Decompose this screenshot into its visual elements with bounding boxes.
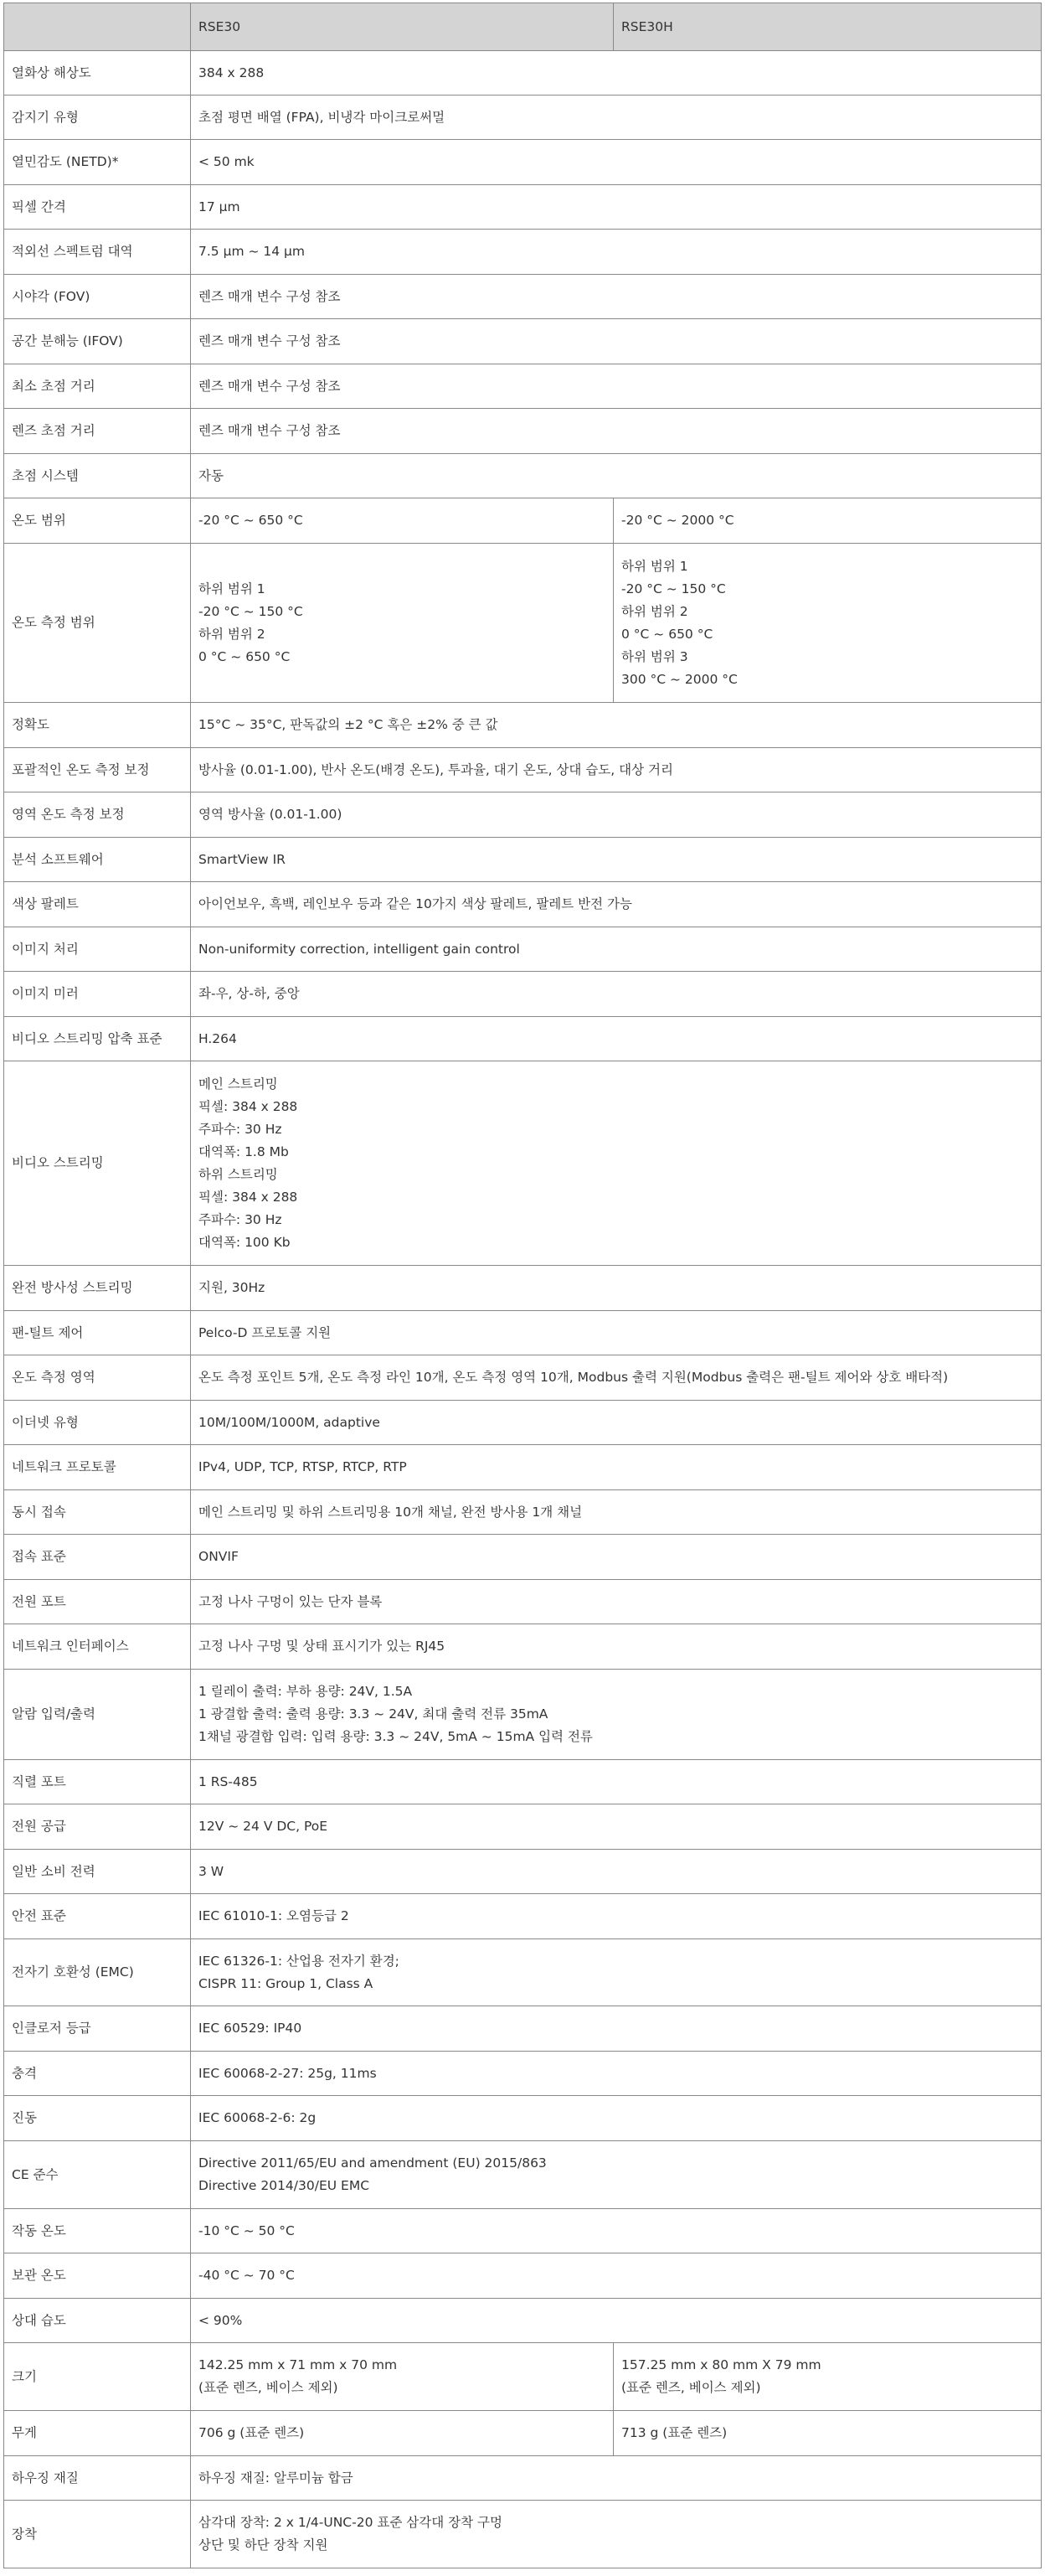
spec-value-line: 0 °C ~ 650 °C — [621, 626, 713, 642]
spec-label: 초점 시스템 — [4, 454, 191, 498]
spec-label: 비디오 스트리밍 압축 표준 — [4, 1017, 191, 1061]
table-row — [4, 1490, 1042, 1535]
spec-value — [191, 2141, 1042, 2209]
spec-value-line: 대역폭: 100 Kb — [198, 1234, 291, 1250]
table-row — [4, 454, 1042, 498]
spec-value — [191, 1580, 1042, 1624]
spec-value — [191, 2456, 1042, 2501]
spec-value-line: -40 °C ~ 70 °C — [198, 2268, 295, 2283]
spec-label: 하우징 재질 — [4, 2456, 191, 2501]
spec-value-line: < 90% — [198, 2312, 243, 2328]
spec-label: 진동 — [4, 2096, 191, 2141]
spec-value — [191, 838, 1042, 882]
spec-value — [191, 1017, 1042, 1061]
spec-value — [191, 1804, 1042, 1850]
spec-label: 전원 포트 — [4, 1580, 191, 1624]
spec-value-line: -20 °C ~ 2000 °C — [621, 513, 734, 528]
spec-value-line: 고정 나사 구멍이 있는 단자 블록 — [198, 1593, 383, 1609]
spec-value-line: 픽셀: 384 x 288 — [198, 1098, 298, 1114]
spec-value — [191, 185, 1042, 230]
spec-value-line: SmartView IR — [198, 851, 286, 867]
spec-value-line: Directive 2014/30/EU EMC — [198, 2178, 370, 2193]
spec-value-line: IEC 61326-1: 산업용 전자기 환경; — [198, 1953, 399, 1969]
spec-value-line: 1채널 광결합 입력: 입력 용량: 3.3 ~ 24V, 5mA ~ 15mA 입력 전류 — [198, 1729, 593, 1744]
spec-label: 시야각 (FOV) — [4, 275, 191, 319]
spec-table — [3, 3, 1042, 2568]
spec-value — [191, 972, 1042, 1017]
spec-value-line: 17 μm — [198, 199, 240, 214]
spec-value-line: 12V ~ 24 V DC, PoE — [198, 1819, 328, 1834]
table-row — [4, 2456, 1042, 2501]
spec-value-line: CISPR 11: Group 1, Class A — [198, 1975, 373, 1991]
spec-label: 최소 초점 거리 — [4, 364, 191, 409]
table-row — [4, 1401, 1042, 1445]
table-row — [4, 1850, 1042, 1894]
spec-label: 적외선 스펙트럼 대역 — [4, 230, 191, 275]
spec-table-body — [4, 51, 1042, 2568]
spec-value — [191, 1670, 1042, 1760]
spec-value — [191, 1535, 1042, 1580]
spec-value-line: 자동 — [198, 467, 224, 483]
table-row — [4, 230, 1042, 275]
table-row — [4, 2343, 1042, 2411]
table-row — [4, 1939, 1042, 2006]
spec-value-rse30h — [614, 2411, 1042, 2456]
spec-label: 열민감도 (NETD)* — [4, 140, 191, 185]
spec-value-line: 아이언보우, 흑백, 레인보우 등과 같은 10가지 색상 팔레트, 팔레트 반전 가능 — [198, 896, 632, 911]
spec-label: 충격 — [4, 2052, 191, 2096]
table-row — [4, 1535, 1042, 1580]
table-row — [4, 1061, 1042, 1266]
spec-value — [191, 1760, 1042, 1804]
spec-value-rse30h — [614, 2343, 1042, 2411]
spec-value — [191, 230, 1042, 275]
spec-value — [191, 51, 1042, 96]
spec-value-line: 10M/100M/1000M, adaptive — [198, 1414, 380, 1430]
spec-label: 완전 방사성 스트리밍 — [4, 1266, 191, 1311]
spec-value-line: 좌-우, 상-하, 중앙 — [198, 986, 300, 1001]
table-row — [4, 2096, 1042, 2141]
table-row — [4, 1445, 1042, 1490]
header-blank-cell — [4, 3, 191, 51]
table-row — [4, 1580, 1042, 1624]
spec-value-line: 영역 방사율 (0.01-1.00) — [198, 807, 342, 822]
spec-value — [191, 2501, 1042, 2568]
spec-value-line: -20 °C ~ 650 °C — [198, 513, 303, 528]
header-row — [4, 3, 1042, 51]
table-row — [4, 364, 1042, 409]
header-model-rse30h: RSE30H — [614, 3, 1042, 51]
spec-label: 네트워크 프로토콜 — [4, 1445, 191, 1490]
table-row — [4, 185, 1042, 230]
table-row — [4, 275, 1042, 319]
spec-value-line: 하위 스트리밍 — [198, 1166, 278, 1182]
spec-label: 동시 접속 — [4, 1490, 191, 1535]
spec-value-line: 157.25 mm x 80 mm X 79 mm — [621, 2357, 821, 2372]
spec-label: 온도 범위 — [4, 498, 191, 544]
spec-label: 크기 — [4, 2343, 191, 2411]
spec-label: 보관 온도 — [4, 2253, 191, 2299]
spec-value — [191, 364, 1042, 409]
spec-value-line: 메인 스트리밍 및 하위 스트리밍용 10개 채널, 완전 방사용 1개 채널 — [198, 1504, 583, 1520]
spec-value-line: IPv4, UDP, TCP, RTSP, RTCP, RTP — [198, 1459, 407, 1474]
spec-value-line: 하위 범위 1 — [198, 581, 265, 596]
spec-value-line: IEC 60068-2-27: 25g, 11ms — [198, 2065, 377, 2081]
spec-value-line: 대역폭: 1.8 Mb — [198, 1143, 289, 1159]
table-row — [4, 2052, 1042, 2096]
spec-value — [191, 275, 1042, 319]
table-row — [4, 1624, 1042, 1670]
spec-label: 열화상 해상도 — [4, 51, 191, 96]
spec-value — [191, 2253, 1042, 2299]
spec-value-rse30 — [191, 2411, 614, 2456]
spec-value — [191, 1624, 1042, 1670]
spec-value-line: -10 °C ~ 50 °C — [198, 2222, 295, 2238]
table-row — [4, 1760, 1042, 1804]
spec-label: 알람 입력/출력 — [4, 1670, 191, 1760]
spec-value — [191, 927, 1042, 972]
spec-value — [191, 2209, 1042, 2253]
spec-value-line: 방사율 (0.01-1.00), 반사 온도(배경 온도), 투과율, 대기 온도, 상대 습도, 대상 거리 — [198, 761, 673, 777]
spec-value — [191, 319, 1042, 364]
spec-value-line: 렌즈 매개 변수 구성 참조 — [198, 378, 341, 394]
spec-value-line: IEC 61010-1: 오염등급 2 — [198, 1908, 349, 1923]
spec-value-line: 0 °C ~ 650 °C — [198, 648, 291, 664]
table-row — [4, 2501, 1042, 2568]
spec-value-line: IEC 60529: IP40 — [198, 2021, 302, 2036]
spec-value-line: H.264 — [198, 1030, 237, 1046]
spec-value-line: Directive 2011/65/EU and amendment (EU) 2015/863 — [198, 2155, 547, 2171]
spec-label: 픽셀 간격 — [4, 185, 191, 230]
spec-value-line: 렌즈 매개 변수 구성 참조 — [198, 423, 341, 438]
table-row — [4, 2411, 1042, 2456]
spec-value — [191, 1939, 1042, 2006]
spec-value-line: 1 광결합 출력: 출력 용량: 3.3 ~ 24V, 최대 출력 전류 35mA — [198, 1706, 548, 1722]
spec-value-line: (표준 렌즈, 베이스 제외) — [621, 2380, 761, 2395]
spec-value-line: 렌즈 매개 변수 구성 참조 — [198, 333, 341, 348]
spec-value-line: (표준 렌즈, 베이스 제외) — [198, 2380, 338, 2395]
spec-value-line: 렌즈 매개 변수 구성 참조 — [198, 288, 341, 304]
table-row — [4, 1311, 1042, 1355]
spec-label: 감지기 유형 — [4, 96, 191, 140]
spec-label: 무게 — [4, 2411, 191, 2456]
spec-value-line: 고정 나사 구멍 및 상태 표시기가 있는 RJ45 — [198, 1639, 445, 1654]
spec-value — [191, 792, 1042, 838]
spec-value — [191, 1490, 1042, 1535]
spec-label: 안전 표준 — [4, 1894, 191, 1939]
spec-value — [191, 1894, 1042, 1939]
spec-label: 렌즈 초점 거리 — [4, 409, 191, 454]
table-row — [4, 140, 1042, 185]
header-model-rse30: RSE30 — [191, 3, 614, 51]
spec-value-line: 삼각대 장착: 2 x 1/4-UNC-20 표준 삼각대 장착 구멍 — [198, 2515, 502, 2530]
spec-value-line: 주파수: 30 Hz — [198, 1121, 282, 1137]
spec-label: 접속 표준 — [4, 1535, 191, 1580]
spec-value-line: -20 °C ~ 150 °C — [621, 581, 726, 596]
spec-value-line: 15°C ~ 35°C, 판독값의 ±2 °C 혹은 ±2% 중 큰 값 — [198, 717, 498, 732]
spec-value — [191, 409, 1042, 454]
spec-value-rse30 — [191, 2343, 614, 2411]
spec-value-line: 7.5 μm ~ 14 μm — [198, 244, 305, 259]
spec-value — [191, 140, 1042, 185]
spec-value-line: 1 RS-485 — [198, 1773, 258, 1789]
table-row — [4, 96, 1042, 140]
spec-value-rse30h — [614, 544, 1042, 703]
table-row — [4, 748, 1042, 792]
spec-label: 이미지 처리 — [4, 927, 191, 972]
spec-value-line: 142.25 mm x 71 mm x 70 mm — [198, 2357, 398, 2372]
table-row — [4, 1266, 1042, 1311]
spec-value-line: < 50 mk — [198, 154, 255, 169]
spec-value — [191, 2052, 1042, 2096]
table-row — [4, 51, 1042, 96]
spec-value — [191, 1311, 1042, 1355]
spec-value — [191, 2299, 1042, 2343]
spec-value — [191, 96, 1042, 140]
spec-label: 온도 측정 영역 — [4, 1355, 191, 1401]
spec-value-line: 713 g (표준 렌즈) — [621, 2425, 728, 2440]
spec-label: 정확도 — [4, 703, 191, 748]
table-row — [4, 882, 1042, 927]
spec-label: 포괄적인 온도 측정 보정 — [4, 748, 191, 792]
table-row — [4, 927, 1042, 972]
table-row — [4, 544, 1042, 703]
spec-value — [191, 1266, 1042, 1311]
spec-label: 영역 온도 측정 보정 — [4, 792, 191, 838]
spec-value-line: 하위 범위 1 — [621, 558, 688, 574]
spec-value-line: 300 °C ~ 2000 °C — [621, 671, 738, 687]
spec-label: 온도 측정 범위 — [4, 544, 191, 703]
spec-value — [191, 748, 1042, 792]
spec-value-line: 픽셀: 384 x 288 — [198, 1189, 298, 1205]
table-row — [4, 972, 1042, 1017]
spec-value-line: 하우징 재질: 알루미늄 합금 — [198, 2470, 353, 2486]
table-row — [4, 498, 1042, 544]
table-row — [4, 2141, 1042, 2209]
spec-value-line: 384 x 288 — [198, 65, 265, 80]
spec-value-line: 706 g (표준 렌즈) — [198, 2425, 305, 2440]
spec-value-line: 지원, 30Hz — [198, 1280, 265, 1295]
spec-value-line: -20 °C ~ 150 °C — [198, 603, 303, 619]
spec-value — [191, 1445, 1042, 1490]
spec-value-rse30 — [191, 498, 614, 544]
table-row — [4, 1894, 1042, 1939]
table-row — [4, 1017, 1042, 1061]
table-row — [4, 2299, 1042, 2343]
spec-value-line: 온도 측정 포인트 5개, 온도 측정 라인 10개, 온도 측정 영역 10개, Modbus 출력 지원(Modbus 출력은 팬-틸트 제어와 상호 배타적) — [198, 1370, 949, 1385]
spec-label: 인클로저 등급 — [4, 2006, 191, 2052]
spec-value-rse30h — [614, 498, 1042, 544]
spec-label: 직렬 포트 — [4, 1760, 191, 1804]
spec-label: 일반 소비 전력 — [4, 1850, 191, 1894]
spec-value — [191, 454, 1042, 498]
spec-label: CE 준수 — [4, 2141, 191, 2209]
spec-value-line: IEC 60068-2-6: 2g — [198, 2110, 317, 2125]
spec-value-line: 3 W — [198, 1863, 224, 1879]
spec-label: 상대 습도 — [4, 2299, 191, 2343]
spec-label: 색상 팔레트 — [4, 882, 191, 927]
table-row — [4, 319, 1042, 364]
spec-value-line: 메인 스트리밍 — [198, 1076, 278, 1092]
spec-label: 이더넷 유형 — [4, 1401, 191, 1445]
table-row — [4, 792, 1042, 838]
spec-value-line: 상단 및 하단 장착 지원 — [198, 2537, 328, 2553]
spec-value — [191, 2006, 1042, 2052]
spec-label: 전원 공급 — [4, 1804, 191, 1850]
table-row — [4, 2209, 1042, 2253]
spec-label: 팬-틸트 제어 — [4, 1311, 191, 1355]
spec-value — [191, 703, 1042, 748]
spec-value-line: ONVIF — [198, 1549, 239, 1564]
spec-value — [191, 1850, 1042, 1894]
spec-label: 작동 온도 — [4, 2209, 191, 2253]
spec-value — [191, 1355, 1042, 1401]
spec-label: 분석 소프트웨어 — [4, 838, 191, 882]
spec-value — [191, 1401, 1042, 1445]
spec-label: 네트워크 인터페이스 — [4, 1624, 191, 1670]
table-row — [4, 838, 1042, 882]
table-row — [4, 1355, 1042, 1401]
table-row — [4, 1670, 1042, 1760]
table-row — [4, 2006, 1042, 2052]
spec-value-line: 1 릴레이 출력: 부하 용량: 24V, 1.5A — [198, 1684, 413, 1699]
spec-label: 비디오 스트리밍 — [4, 1061, 191, 1266]
spec-value-line: Non-uniformity correction, intelligent gain control — [198, 941, 520, 957]
table-row — [4, 409, 1042, 454]
spec-value — [191, 882, 1042, 927]
spec-value-line: 하위 범위 2 — [198, 626, 265, 642]
spec-label: 전자기 호환성 (EMC) — [4, 1939, 191, 2006]
spec-value-line: 주파수: 30 Hz — [198, 1211, 282, 1227]
spec-value — [191, 1061, 1042, 1266]
table-row — [4, 703, 1042, 748]
spec-value-line: 하위 범위 3 — [621, 648, 688, 664]
spec-value-line: 초점 평면 배열 (FPA), 비냉각 마이크로써멀 — [198, 109, 445, 125]
spec-value — [191, 2096, 1042, 2141]
spec-value-line: 하위 범위 2 — [621, 603, 688, 619]
spec-value-rse30 — [191, 544, 614, 703]
table-row — [4, 2253, 1042, 2299]
spec-value-line: Pelco-D 프로토콜 지원 — [198, 1324, 332, 1340]
spec-label: 공간 분해능 (IFOV) — [4, 319, 191, 364]
spec-label: 이미지 미러 — [4, 972, 191, 1017]
spec-label: 장착 — [4, 2501, 191, 2568]
table-row — [4, 1804, 1042, 1850]
